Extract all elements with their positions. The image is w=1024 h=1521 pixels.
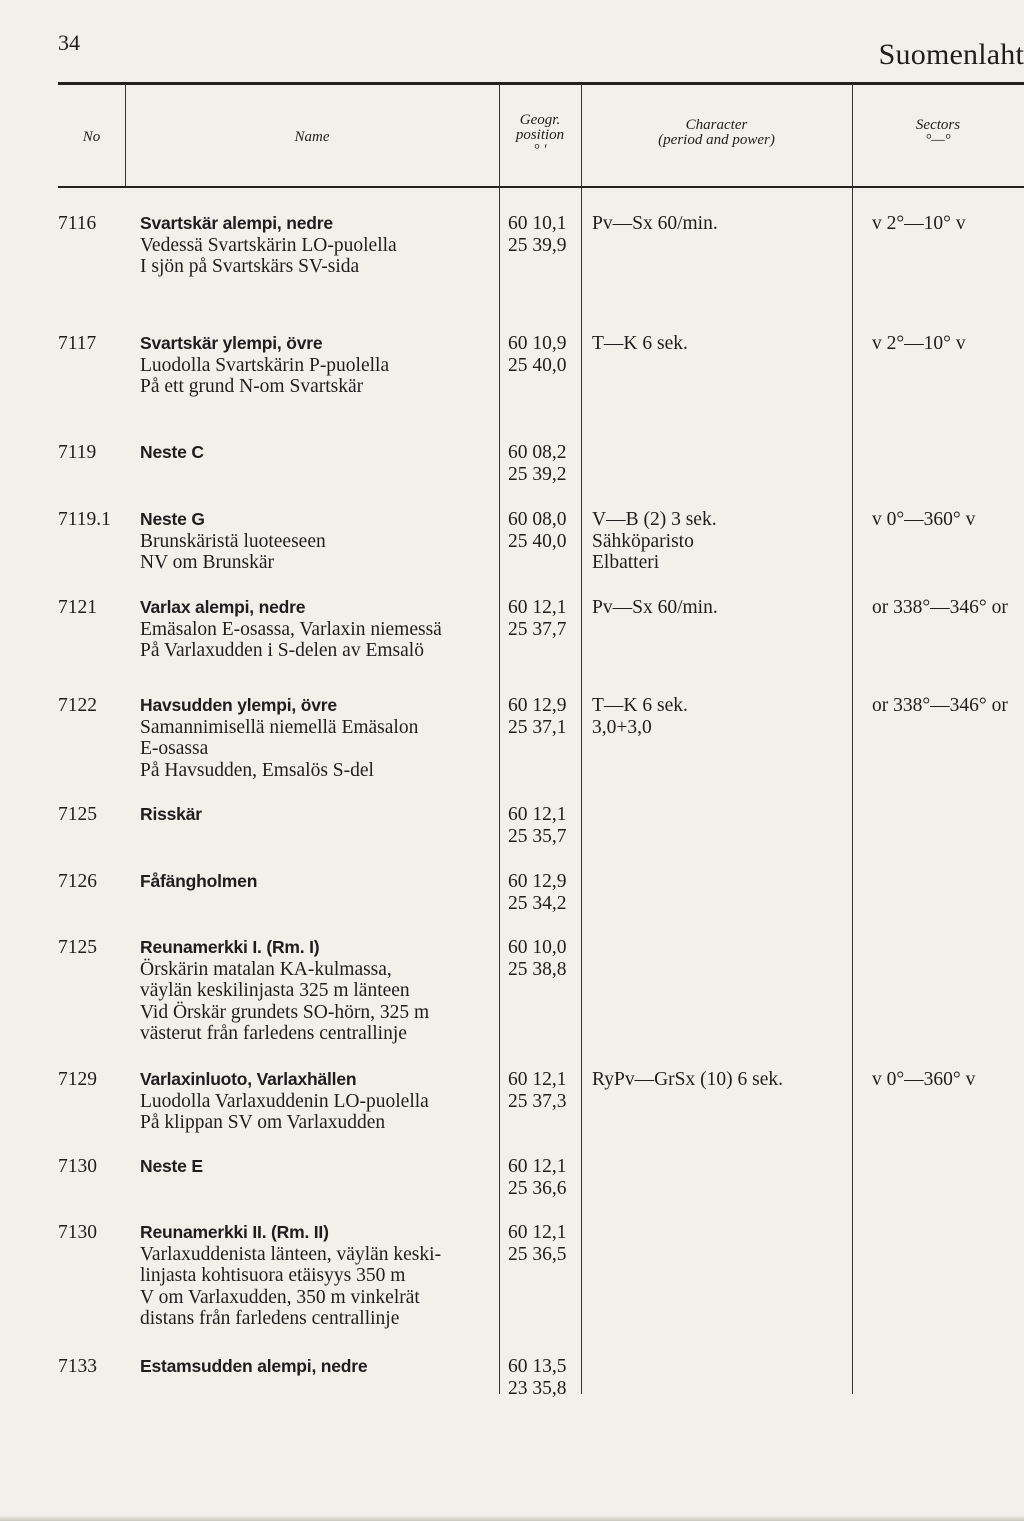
position-line: Geogr. — [519, 112, 561, 128]
character-line: T—K 6 sek. — [592, 333, 688, 354]
entry-sectors: or 338°—346° or — [872, 597, 1008, 618]
entry-number: 7130 — [58, 1222, 97, 1243]
character-line: (period and power) — [658, 132, 775, 148]
entry-title: Svartskär alempi, nedre — [140, 213, 333, 233]
entry-location-line: distans från farledens centrallinje — [140, 1308, 400, 1329]
entry-location-line: E-osassa — [140, 738, 209, 759]
longitude: 25 35,7 — [508, 825, 567, 847]
entry-title: Reunamerkki II. (Rm. II) — [140, 1222, 329, 1242]
latitude: 60 12,1 — [508, 1069, 567, 1090]
entry-number: 7117 — [58, 333, 97, 354]
entry-location-line: På ett grund N-om Svartskär — [140, 376, 364, 397]
entry-name — [140, 937, 498, 1045]
entry-name — [140, 1222, 498, 1330]
entry-title: Neste C — [140, 442, 204, 462]
page-number: 34 — [58, 30, 80, 55]
latitude: 60 10,9 — [508, 333, 567, 354]
longitude: 25 39,2 — [508, 463, 567, 485]
entry-position — [508, 871, 582, 914]
entry-character — [592, 695, 852, 738]
sectors-line: °—° — [925, 132, 951, 148]
entry-name — [140, 695, 498, 781]
entry-name — [140, 1156, 498, 1178]
entry-title: Fåfängholmen — [140, 871, 258, 891]
entry-title: Estamsudden alempi, nedre — [140, 1356, 368, 1376]
entry-character — [592, 597, 852, 619]
latitude: 60 12,1 — [508, 597, 567, 618]
entry-number: 7119 — [58, 442, 97, 463]
sectors-line: Sectors — [915, 117, 961, 133]
entry-location-line: Emäsalon E-osassa, Varlaxin niemessä — [140, 618, 442, 640]
entry-title: Neste E — [140, 1156, 203, 1176]
entry-name — [140, 509, 498, 574]
entry-location-line: Luodolla Svartskärin P-puolella — [140, 354, 390, 376]
entry-character — [592, 1069, 852, 1091]
character-line: T—K 6 sek. — [592, 695, 688, 716]
entry-position — [508, 1156, 582, 1199]
entry-number: 7116 — [58, 213, 97, 234]
longitude: 25 37,3 — [508, 1090, 567, 1112]
entry-title: Varlaxinluoto, Varlaxhällen — [140, 1069, 357, 1089]
entry-position — [508, 1069, 582, 1112]
entry-character — [592, 213, 852, 235]
column-header-no: No — [82, 129, 101, 145]
entry-name — [140, 333, 498, 398]
column-header-character — [581, 118, 852, 148]
entry-location-line: På Varlaxudden i S-delen av Emsalö — [140, 640, 424, 661]
position-line: ° ′ — [533, 142, 547, 158]
entry-location-line: På Havsudden, Emsalös S-del — [140, 759, 374, 781]
latitude: 60 13,5 — [508, 1356, 567, 1377]
character-line: Pv—Sx 60/min. — [592, 597, 718, 618]
entry-position — [508, 213, 582, 256]
entry-title: Svartskär ylempi, övre — [140, 333, 323, 353]
entry-number: 7130 — [58, 1156, 97, 1177]
entry-position — [508, 695, 582, 738]
latitude: 60 10,1 — [508, 213, 567, 234]
character-line: RyPv—GrSx (10) 6 sek. — [592, 1069, 783, 1090]
longitude: 25 38,8 — [508, 958, 567, 980]
entry-location-line: På klippan SV om Varlaxudden — [140, 1112, 386, 1133]
longitude: 25 37,7 — [508, 618, 567, 640]
entry-number: 7119.1 — [58, 509, 111, 530]
entry-location-line: Vedessä Svartskärin LO-puolella — [140, 234, 397, 256]
running-head: Suomenlaht — [878, 38, 1024, 71]
entry-position — [508, 442, 582, 485]
character-line: Pv—Sx 60/min. — [592, 213, 718, 234]
position-line: position — [515, 127, 565, 143]
entry-sectors: v 2°—10° v — [872, 213, 966, 234]
entry-location-line: I sjön på Svartskärs SV-sida — [140, 256, 360, 277]
entry-sectors: v 0°—360° v — [872, 1069, 976, 1090]
longitude: 23 35,8 — [508, 1377, 567, 1399]
entry-name — [140, 871, 498, 893]
entry-position — [508, 937, 582, 980]
entry-name — [140, 213, 498, 278]
character-line: V—B (2) 3 sek. — [592, 509, 717, 530]
entry-position — [508, 509, 582, 552]
entry-location-line: linjasta kohtisuora etäisyys 350 m — [140, 1265, 406, 1286]
latitude: 60 10,0 — [508, 937, 567, 958]
latitude: 60 12,1 — [508, 1222, 567, 1243]
entry-location-line: Luodolla Varlaxuddenin LO-puolella — [140, 1090, 429, 1112]
character-line: Elbatteri — [592, 552, 660, 573]
column-divider — [852, 84, 853, 1394]
latitude: 60 08,0 — [508, 509, 567, 530]
character-line: 3,0+3,0 — [592, 716, 652, 738]
entry-sectors: v 2°—10° v — [872, 333, 966, 354]
entry-title: Havsudden ylempi, övre — [140, 695, 337, 715]
entry-location-line: Brunskäristä luoteeseen — [140, 530, 326, 552]
entry-position — [508, 333, 582, 376]
character-line: Sähköparisto — [592, 530, 694, 552]
entry-location-line: Vid Örskär grundets SO-hörn, 325 m — [140, 1001, 430, 1023]
entry-position — [508, 1222, 582, 1265]
latitude: 60 12,1 — [508, 1156, 567, 1177]
longitude: 25 37,1 — [508, 716, 567, 738]
entry-number: 7121 — [58, 597, 97, 618]
entry-name — [140, 1069, 498, 1134]
entry-sectors: or 338°—346° or — [872, 695, 1008, 716]
entry-name — [140, 597, 498, 662]
longitude: 25 36,5 — [508, 1243, 567, 1265]
entry-name — [140, 1356, 498, 1378]
latitude: 60 12,9 — [508, 871, 567, 892]
column-divider — [499, 84, 500, 1394]
latitude: 60 08,2 — [508, 442, 567, 463]
page-bottom-edge — [0, 1515, 1024, 1521]
entry-location-line: Örskärin matalan KA-kulmassa, — [140, 958, 392, 980]
longitude: 25 36,6 — [508, 1177, 567, 1199]
entry-number: 7126 — [58, 871, 97, 892]
entry-location-line: Varlaxuddenista länteen, väylän keski- — [140, 1243, 442, 1265]
entry-position — [508, 1356, 582, 1399]
column-header-name: Name — [294, 129, 330, 145]
entry-character — [592, 333, 852, 355]
entry-character — [592, 509, 852, 574]
entry-number: 7125 — [58, 937, 97, 958]
top-rule — [58, 82, 1024, 85]
longitude: 25 39,9 — [508, 234, 567, 256]
latitude: 60 12,1 — [508, 804, 567, 825]
entry-title: Neste G — [140, 509, 205, 529]
column-header-sectors — [852, 118, 1024, 148]
entry-name — [140, 804, 498, 826]
entry-name — [140, 442, 498, 464]
entry-location-line: västerut från farledens centrallinje — [140, 1023, 407, 1044]
entry-location-line: väylän keskilinjasta 325 m länteen — [140, 980, 410, 1001]
entry-number: 7129 — [58, 1069, 97, 1090]
entry-title: Reunamerkki I. (Rm. I) — [140, 937, 320, 957]
entry-number: 7122 — [58, 695, 97, 716]
entry-location-line: V om Varlaxudden, 350 m vinkelrät — [140, 1286, 420, 1308]
header-rule — [58, 186, 1024, 188]
entry-title: Risskär — [140, 804, 202, 824]
longitude: 25 34,2 — [508, 892, 567, 914]
entry-number: 7133 — [58, 1356, 97, 1377]
entry-location-line: NV om Brunskär — [140, 552, 274, 573]
character-line: Character — [685, 117, 748, 133]
entry-title: Varlax alempi, nedre — [140, 597, 306, 617]
column-header-position — [499, 113, 581, 158]
entry-position — [508, 597, 582, 640]
entry-position — [508, 804, 582, 847]
longitude: 25 40,0 — [508, 530, 567, 552]
latitude: 60 12,9 — [508, 695, 567, 716]
longitude: 25 40,0 — [508, 354, 567, 376]
entry-number: 7125 — [58, 804, 97, 825]
entry-sectors: v 0°—360° v — [872, 509, 976, 530]
entry-location-line: Samannimisellä niemellä Emäsalon — [140, 716, 419, 738]
